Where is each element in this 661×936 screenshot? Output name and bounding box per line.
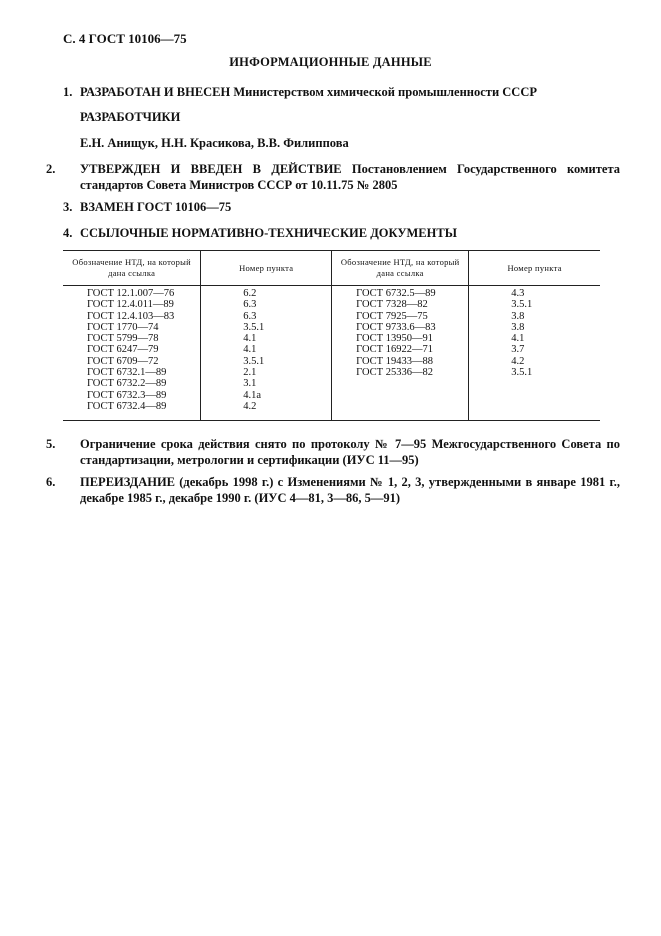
item-number: 4.: [63, 226, 73, 240]
ref-point: 4.2: [511, 355, 525, 367]
ref-doc: ГОСТ 7925—75: [356, 310, 428, 322]
ref-doc: ГОСТ 6732.3—89: [87, 389, 167, 401]
ref-point: 4.1а: [243, 389, 262, 401]
item-4: [63, 225, 603, 241]
ref-doc: ГОСТ 6247—79: [87, 344, 159, 356]
header-point-right: Номер пункта: [469, 251, 600, 286]
header-doc-right: Обозначение НТД, на который дана ссылка: [332, 251, 469, 286]
ref-doc: ГОСТ 12.4.011—89: [87, 299, 174, 311]
item-text: ПЕРЕИЗДАНИЕ (декабрь 1998 г.) с Изменениями № 1, 2, 3, утвержденными в январе 1981 г., декабре 1985 г., декабре 1990 г. (ИУС 4—81, 3—86, 5—91): [80, 475, 620, 505]
table-header-row: [63, 251, 600, 286]
item-number: 5.: [46, 437, 56, 451]
item-text: УТВЕРЖДЕН И ВВЕДЕН В ДЕЙСТВИЕ Постановлением Государственного комитета стандартов Совета Министров СССР от 10.11.75 № 2805: [80, 162, 620, 192]
table-body-row: [63, 286, 600, 421]
ref-point: 3.1: [243, 378, 257, 390]
item-number: 2.: [46, 162, 56, 176]
item-2: [46, 161, 620, 193]
item-number: 6.: [46, 475, 56, 489]
item-6: [46, 474, 620, 506]
ref-point: 4.1: [243, 344, 257, 356]
item-text: Ограничение срока действия снято по протоколу № 7—95 Межгосударственного Совета по стандартизации, метрологии и сертификации (ИУС 11—95): [80, 437, 620, 467]
ref-point: 6.2: [243, 288, 257, 299]
ref-doc: ГОСТ 6732.1—89: [87, 367, 167, 379]
ref-doc: ГОСТ 6732.2—89: [87, 378, 167, 390]
right-points-cell: [469, 286, 600, 421]
item-text: ССЫЛОЧНЫЕ НОРМАТИВНО-ТЕХНИЧЕСКИЕ ДОКУМЕНТЫ: [80, 226, 457, 240]
item-1: [63, 84, 603, 100]
developers-names: Е.Н. Анищук, Н.Н. Красикова, В.В. Филиппова: [80, 136, 349, 150]
ref-doc: ГОСТ 19433—88: [356, 355, 433, 367]
ref-point: 6.3: [243, 299, 257, 311]
ref-point: 3.5.1: [243, 355, 265, 367]
ref-doc: ГОСТ 5799—78: [87, 333, 159, 345]
ref-doc: ГОСТ 6709—72: [87, 355, 159, 367]
ref-point: 3.7: [511, 344, 525, 356]
header-point-left: Номер пункта: [201, 251, 332, 286]
ref-point: 4.3: [511, 288, 525, 299]
ref-doc: ГОСТ 9733.6—83: [356, 321, 436, 333]
ref-doc: ГОСТ 1770—74: [87, 321, 159, 333]
ref-point: 6.3: [243, 310, 257, 322]
page-header: С. 4 ГОСТ 10106—75: [63, 31, 187, 46]
page-title: ИНФОРМАЦИОННЫЕ ДАННЫЕ: [229, 55, 432, 69]
ref-doc: ГОСТ 6732.5—89: [356, 288, 436, 299]
ref-point: 4.1: [243, 333, 257, 345]
references-table: [63, 250, 600, 421]
ref-point: 3.5.1: [243, 321, 265, 333]
item-number: 1.: [63, 85, 73, 99]
ref-point: 3.5.1: [511, 367, 533, 379]
ref-doc: ГОСТ 12.1.007—76: [87, 288, 175, 299]
item-5: [46, 436, 620, 468]
developers-heading: РАЗРАБОТЧИКИ: [80, 110, 181, 124]
item-text: РАЗРАБОТАН И ВНЕСЕН Министерством химической промышленности СССР: [80, 85, 537, 99]
ref-point: 4.2: [243, 400, 257, 412]
item-3: [63, 199, 603, 215]
ref-point: 3.8: [511, 321, 525, 333]
left-points-cell: [201, 286, 332, 421]
ref-doc: ГОСТ 13950—91: [356, 333, 433, 345]
ref-point: 3.8: [511, 310, 525, 322]
left-docs-cell: [63, 286, 201, 421]
item-text: ВЗАМЕН ГОСТ 10106—75: [80, 200, 232, 214]
ref-point: 2.1: [243, 367, 257, 379]
ref-doc: ГОСТ 16922—71: [356, 344, 433, 356]
ref-doc: ГОСТ 6732.4—89: [87, 400, 167, 412]
ref-point: 4.1: [511, 333, 525, 345]
ref-doc: ГОСТ 7328—82: [356, 299, 428, 311]
ref-point: 3.5.1: [511, 299, 533, 311]
item-number: 3.: [63, 200, 73, 214]
header-doc-left: Обозначение НТД, на который дана ссылка: [63, 251, 201, 286]
ref-doc: ГОСТ 25336—82: [356, 367, 433, 379]
right-docs-cell: [332, 286, 469, 421]
ref-doc: ГОСТ 12.4.103—83: [87, 310, 175, 322]
